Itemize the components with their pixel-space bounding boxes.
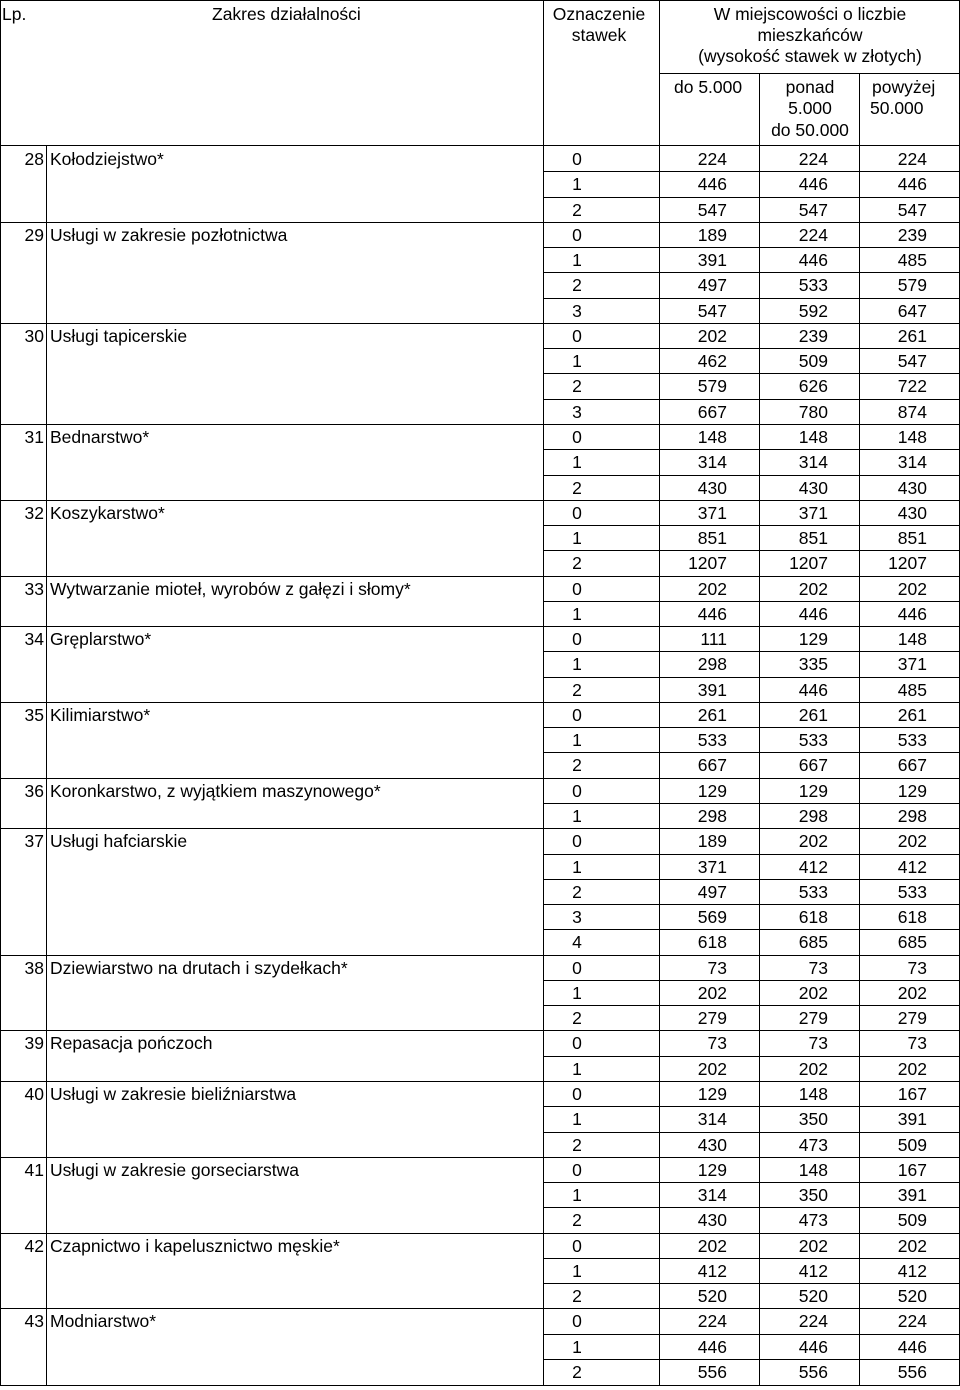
rate-value-cell: 129 (697, 1083, 727, 1104)
rate-value-cell: 111 (700, 629, 727, 650)
rate-code-cell: 0 (572, 1083, 582, 1104)
entry-number: 28 (24, 149, 44, 169)
rate-value-cell: 314 (697, 1185, 727, 1206)
row-separator (544, 1258, 960, 1259)
zakres-divider (543, 0, 544, 1386)
rate-value-cell: 73 (707, 957, 727, 978)
rate-value-cell: 1207 (888, 553, 927, 574)
rate-value-cell: 391 (897, 1109, 927, 1130)
rate-code-cell: 0 (572, 502, 582, 523)
rate-value-cell: 224 (897, 149, 927, 169)
rate-value-cell: 618 (798, 907, 828, 928)
rate-value-cell: 509 (897, 1210, 927, 1231)
rate-code-cell: 0 (572, 1235, 582, 1256)
rate-value-cell: 446 (897, 174, 927, 195)
rate-value-cell: 667 (697, 401, 727, 422)
entry-number: 42 (24, 1235, 44, 1256)
entry-name: Gręplarstwo* (50, 629, 152, 650)
rate-value-cell: 412 (798, 856, 828, 877)
entry-name: Usługi w zakresie pozłotnictwa (50, 224, 288, 245)
row-separator (544, 1182, 960, 1183)
rate-code-cell: 1 (572, 806, 582, 827)
rate-value-cell: 202 (897, 982, 927, 1003)
row-separator (544, 373, 960, 374)
rate-value-cell: 446 (798, 1336, 828, 1357)
row-separator (544, 727, 960, 728)
rate-code-cell: 1 (572, 982, 582, 1003)
rate-value-cell: 391 (897, 1185, 927, 1206)
rate-value-cell: 279 (897, 1008, 927, 1029)
rate-value-cell: 667 (697, 755, 727, 776)
rate-code-cell: 1 (572, 452, 582, 473)
rate-value-cell: 446 (798, 250, 828, 271)
rate-code-cell: 3 (572, 401, 582, 422)
rate-code-cell: 1 (572, 1058, 582, 1079)
entry-number: 32 (24, 502, 44, 523)
entry-name: Wytwarzanie mioteł, wyrobów z gałęzi i słomy* (50, 578, 411, 599)
entry-separator (0, 1081, 960, 1082)
rate-value-cell: 851 (798, 528, 828, 549)
rate-code-cell: 2 (572, 199, 582, 220)
header-oznaczenie-line2: stawek (571, 25, 627, 45)
rate-value-cell: 446 (798, 603, 828, 624)
col2-divider (859, 74, 860, 1386)
rate-value-cell: 446 (897, 1336, 927, 1357)
entry-number: 41 (24, 1159, 44, 1180)
rate-code-cell: 2 (572, 275, 582, 296)
entry-name: Kołodziejstwo* (50, 149, 164, 169)
row-separator (544, 601, 960, 602)
entry-number: 29 (24, 224, 44, 245)
rate-value-cell: 350 (798, 1185, 828, 1206)
rate-value-cell: 446 (697, 174, 727, 195)
rate-value-cell: 224 (697, 149, 727, 169)
entry-separator (0, 955, 960, 956)
row-separator (544, 1207, 960, 1208)
table-top-border (0, 0, 960, 1)
rate-value-cell: 556 (697, 1361, 727, 1382)
rate-value-cell: 148 (897, 629, 927, 650)
entry-number: 43 (24, 1311, 44, 1332)
rate-value-cell: 520 (798, 1286, 828, 1307)
rate-value-cell: 202 (697, 325, 727, 346)
rate-value-cell: 533 (897, 730, 927, 751)
rate-code-cell: 2 (572, 376, 582, 397)
rate-value-cell: 412 (897, 1260, 927, 1281)
rate-value-cell: 129 (798, 780, 828, 801)
entry-name: Koronkarstwo, z wyjątkiem maszynowego* (50, 780, 381, 801)
rate-value-cell: 224 (798, 1311, 828, 1332)
row-separator (544, 449, 960, 450)
entry-separator (0, 323, 960, 324)
rate-value-cell: 667 (897, 755, 927, 776)
row-separator (544, 298, 960, 299)
row-separator (544, 1283, 960, 1284)
row-separator (544, 475, 960, 476)
row-separator (544, 879, 960, 880)
entry-number: 30 (24, 325, 44, 346)
rate-value-cell: 202 (798, 1235, 828, 1256)
rate-value-cell: 497 (697, 275, 727, 296)
col1-divider (759, 74, 760, 1386)
rate-code-cell: 0 (572, 224, 582, 245)
oznaczenie-divider (659, 0, 660, 1386)
rate-value-cell: 547 (697, 300, 727, 321)
entry-number: 36 (24, 780, 44, 801)
rate-value-cell: 780 (798, 401, 828, 422)
entry-name: Czapnictwo i kapelusznictwo męskie* (50, 1235, 340, 1256)
entry-number: 34 (24, 629, 44, 650)
rate-value-cell: 371 (897, 654, 927, 675)
rate-code-cell: 0 (572, 957, 582, 978)
rate-code-cell: 2 (572, 1361, 582, 1382)
rate-value-cell: 189 (697, 224, 727, 245)
rate-value-cell: 224 (798, 149, 828, 169)
rate-value-cell: 189 (697, 831, 727, 852)
rate-value-cell: 647 (897, 300, 927, 321)
entry-separator (0, 702, 960, 703)
rate-value-cell: 279 (798, 1008, 828, 1029)
row-separator (544, 171, 960, 172)
rate-value-cell: 509 (897, 1134, 927, 1155)
header-col2-line1: ponad (785, 77, 835, 97)
rate-value-cell: 148 (798, 1083, 828, 1104)
rate-value-cell: 298 (798, 806, 828, 827)
row-separator (544, 272, 960, 273)
rate-code-cell: 2 (572, 881, 582, 902)
rate-value-cell: 446 (697, 603, 727, 624)
row-separator (544, 1132, 960, 1133)
rate-value-cell: 239 (897, 224, 927, 245)
rate-value-cell: 298 (697, 806, 727, 827)
entry-separator (0, 828, 960, 829)
rate-value-cell: 335 (798, 654, 828, 675)
row-separator (544, 980, 960, 981)
rate-code-cell: 0 (572, 149, 582, 169)
rate-value-cell: 430 (897, 502, 927, 523)
rate-code-cell: 1 (572, 730, 582, 751)
rate-value-cell: 371 (798, 502, 828, 523)
header-group-line3: (wysokość stawek w złotych) (698, 46, 922, 66)
rate-value-cell: 626 (798, 376, 828, 397)
entry-name: Dziewiarstwo na drutach i szydełkach* (50, 957, 348, 978)
rate-value-cell: 73 (907, 957, 927, 978)
rate-value-cell: 314 (697, 452, 727, 473)
rate-value-cell: 685 (798, 932, 828, 953)
rate-value-cell: 547 (897, 351, 927, 372)
entry-number: 39 (24, 1033, 44, 1054)
rate-value-cell: 148 (798, 1159, 828, 1180)
rate-value-cell: 148 (798, 426, 828, 447)
entry-name: Usługi w zakresie gorseciarstwa (50, 1159, 299, 1180)
header-col3-line2: 50.000 (870, 98, 924, 118)
rate-value-cell: 851 (697, 528, 727, 549)
rate-value-cell: 202 (697, 1235, 727, 1256)
row-separator (544, 197, 960, 198)
rate-code-cell: 1 (572, 528, 582, 549)
rate-value-cell: 261 (798, 704, 828, 725)
rate-value-cell: 261 (897, 325, 927, 346)
rate-value-cell: 533 (697, 730, 727, 751)
entry-separator (0, 1308, 960, 1309)
row-separator (544, 1334, 960, 1335)
header-zakres: Zakres działalności (212, 4, 361, 24)
rate-value-cell: 667 (798, 755, 828, 776)
rate-value-cell: 314 (697, 1109, 727, 1130)
entry-separator (0, 1233, 960, 1234)
row-separator (544, 854, 960, 855)
rate-value-cell: 129 (798, 629, 828, 650)
row-separator (544, 1005, 960, 1006)
entry-separator (0, 626, 960, 627)
rate-value-cell: 547 (798, 199, 828, 220)
rate-value-cell: 202 (798, 831, 828, 852)
rate-code-cell: 2 (572, 1286, 582, 1307)
entry-separator (0, 500, 960, 501)
entry-name: Usługi w zakresie bieliźniarstwa (50, 1083, 297, 1104)
lp-divider (46, 146, 47, 1386)
rate-value-cell: 202 (798, 982, 828, 1003)
rate-code-cell: 1 (572, 1336, 582, 1357)
row-separator (544, 525, 960, 526)
rate-value-cell: 446 (897, 603, 927, 624)
rate-value-cell: 547 (897, 199, 927, 220)
rate-code-cell: 2 (572, 679, 582, 700)
header-col2-line2: 5.000 (788, 98, 832, 118)
entry-name: Kilimiarstwo* (50, 704, 151, 725)
row-separator (544, 1106, 960, 1107)
rate-value-cell: 202 (897, 1058, 927, 1079)
entry-number: 35 (24, 704, 44, 725)
entry-name: Usługi hafciarskie (50, 831, 188, 852)
rate-value-cell: 239 (798, 325, 828, 346)
rate-code-cell: 3 (572, 300, 582, 321)
rate-value-cell: 446 (798, 679, 828, 700)
rate-value-cell: 298 (897, 806, 927, 827)
entry-name: Koszykarstwo* (50, 502, 165, 523)
rate-value-cell: 722 (897, 376, 927, 397)
rate-value-cell: 520 (697, 1286, 727, 1307)
rate-value-cell: 224 (697, 1311, 727, 1332)
row-separator (544, 803, 960, 804)
rate-code-cell: 4 (572, 932, 582, 953)
rate-value-cell: 202 (697, 1058, 727, 1079)
rate-value-cell: 1207 (688, 553, 727, 574)
rate-value-cell: 224 (798, 224, 828, 245)
left-border (0, 0, 1, 1386)
header-bottom-border (0, 145, 960, 146)
rate-code-cell: 2 (572, 1210, 582, 1231)
rate-value-cell: 129 (897, 780, 927, 801)
rate-value-cell: 685 (897, 932, 927, 953)
rate-value-cell: 412 (798, 1260, 828, 1281)
row-separator (544, 247, 960, 248)
rate-code-cell: 0 (572, 831, 582, 852)
rate-code-cell: 0 (572, 1033, 582, 1054)
rate-value-cell: 430 (697, 1210, 727, 1231)
rate-code-cell: 1 (572, 1260, 582, 1281)
entry-separator (0, 778, 960, 779)
header-group-line1: W miejscowości o liczbie (713, 4, 907, 24)
rate-value-cell: 618 (897, 907, 927, 928)
entry-number: 33 (24, 578, 44, 599)
rate-value-cell: 350 (798, 1109, 828, 1130)
entry-name: Usługi tapicerskie (50, 325, 188, 346)
rate-value-cell: 202 (798, 578, 828, 599)
rate-value-cell: 412 (697, 1260, 727, 1281)
entry-number: 40 (24, 1083, 44, 1104)
rate-value-cell: 129 (697, 1159, 727, 1180)
rate-value-cell: 430 (897, 477, 927, 498)
rate-value-cell: 148 (697, 426, 727, 447)
rate-value-cell: 314 (897, 452, 927, 473)
rate-code-cell: 1 (572, 1109, 582, 1130)
rate-value-cell: 430 (697, 1134, 727, 1155)
rate-value-cell: 298 (697, 654, 727, 675)
rate-value-cell: 314 (798, 452, 828, 473)
rate-value-cell: 446 (798, 174, 828, 195)
row-separator (544, 1359, 960, 1360)
rate-value-cell: 391 (697, 679, 727, 700)
rate-value-cell: 261 (697, 704, 727, 725)
header-col1: do 5.000 (674, 77, 743, 97)
rate-code-cell: 0 (572, 704, 582, 725)
rate-code-cell: 0 (572, 629, 582, 650)
rate-code-cell: 0 (572, 780, 582, 801)
rate-value-cell: 874 (897, 401, 927, 422)
rate-value-cell: 556 (798, 1361, 828, 1382)
rate-code-cell: 2 (572, 1008, 582, 1029)
rate-value-cell: 73 (808, 1033, 828, 1054)
header-subdivider (660, 73, 960, 74)
rate-value-cell: 533 (798, 275, 828, 296)
header-lp: Lp. (2, 4, 27, 24)
row-separator (544, 1056, 960, 1057)
header-col3-line1: powyżej (872, 77, 936, 97)
rate-value-cell: 430 (697, 477, 727, 498)
rate-value-cell: 1207 (789, 553, 828, 574)
header-group-line2: mieszkańców (757, 25, 863, 45)
rate-value-cell: 556 (897, 1361, 927, 1382)
rate-code-cell: 2 (572, 553, 582, 574)
rate-value-cell: 547 (697, 199, 727, 220)
rate-value-cell: 73 (707, 1033, 727, 1054)
rate-code-cell: 1 (572, 174, 582, 195)
entry-separator (0, 1030, 960, 1031)
rate-value-cell: 462 (697, 351, 727, 372)
rate-value-cell: 618 (697, 932, 727, 953)
rate-value-cell: 224 (897, 1311, 927, 1332)
entry-name: Bednarstwo* (50, 426, 150, 447)
rate-value-cell: 202 (697, 578, 727, 599)
row-separator (544, 348, 960, 349)
rate-value-cell: 202 (798, 1058, 828, 1079)
rate-value-cell: 473 (798, 1210, 828, 1231)
rate-code-cell: 1 (572, 351, 582, 372)
rate-value-cell: 261 (897, 704, 927, 725)
rate-code-cell: 1 (572, 603, 582, 624)
rate-value-cell: 202 (897, 1235, 927, 1256)
rate-value-cell: 473 (798, 1134, 828, 1155)
entry-number: 37 (24, 831, 44, 852)
row-separator (544, 677, 960, 678)
rate-value-cell: 73 (907, 1033, 927, 1054)
entry-separator (0, 1157, 960, 1158)
entry-name: Modniarstwo* (50, 1311, 157, 1332)
rate-value-cell: 202 (697, 982, 727, 1003)
rate-value-cell: 485 (897, 250, 927, 271)
rate-value-cell: 202 (897, 831, 927, 852)
rate-value-cell: 430 (798, 477, 828, 498)
rate-value-cell: 73 (808, 957, 828, 978)
rate-code-cell: 1 (572, 1185, 582, 1206)
row-separator (544, 651, 960, 652)
rate-value-cell: 497 (697, 881, 727, 902)
rate-code-cell: 1 (572, 856, 582, 877)
rate-code-cell: 0 (572, 1159, 582, 1180)
header-col2-line3: do 50.000 (771, 120, 849, 140)
entry-name: Repasacja pończoch (50, 1033, 213, 1054)
header-oznaczenie-line1: Oznaczenie (552, 4, 646, 24)
rate-code-cell: 1 (572, 250, 582, 271)
rate-value-cell: 592 (798, 300, 828, 321)
rate-value-cell: 202 (897, 578, 927, 599)
rate-value-cell: 533 (897, 881, 927, 902)
rate-code-cell: 0 (572, 1311, 582, 1332)
entry-separator (0, 576, 960, 577)
row-separator (544, 929, 960, 930)
table-bottom-border (0, 1385, 960, 1386)
rate-value-cell: 279 (697, 1008, 727, 1029)
entry-separator (0, 222, 960, 223)
rate-value-cell: 533 (798, 881, 828, 902)
rate-value-cell: 485 (897, 679, 927, 700)
rate-value-cell: 391 (697, 250, 727, 271)
rate-code-cell: 0 (572, 325, 582, 346)
rate-code-cell: 2 (572, 477, 582, 498)
rate-value-cell: 579 (897, 275, 927, 296)
rate-value-cell: 371 (697, 856, 727, 877)
rate-value-cell: 446 (697, 1336, 727, 1357)
rate-code-cell: 2 (572, 755, 582, 776)
row-separator (544, 752, 960, 753)
rate-code-cell: 1 (572, 654, 582, 675)
rate-value-cell: 412 (897, 856, 927, 877)
rate-value-cell: 520 (897, 1286, 927, 1307)
rate-code-cell: 0 (572, 426, 582, 447)
entry-separator (0, 424, 960, 425)
row-separator (544, 399, 960, 400)
row-separator (544, 550, 960, 551)
rate-value-cell: 371 (697, 502, 727, 523)
rate-value-cell: 167 (897, 1159, 927, 1180)
rate-value-cell: 509 (798, 351, 828, 372)
rate-code-cell: 3 (572, 907, 582, 928)
rate-value-cell: 569 (697, 907, 727, 928)
rate-value-cell: 167 (897, 1083, 927, 1104)
rate-code-cell: 0 (572, 578, 582, 599)
rate-value-cell: 579 (697, 376, 727, 397)
entry-number: 38 (24, 957, 44, 978)
entry-number: 31 (24, 426, 44, 447)
row-separator (544, 904, 960, 905)
rate-value-cell: 129 (697, 780, 727, 801)
rate-value-cell: 148 (897, 426, 927, 447)
rate-value-cell: 851 (897, 528, 927, 549)
rate-code-cell: 2 (572, 1134, 582, 1155)
rate-value-cell: 533 (798, 730, 828, 751)
